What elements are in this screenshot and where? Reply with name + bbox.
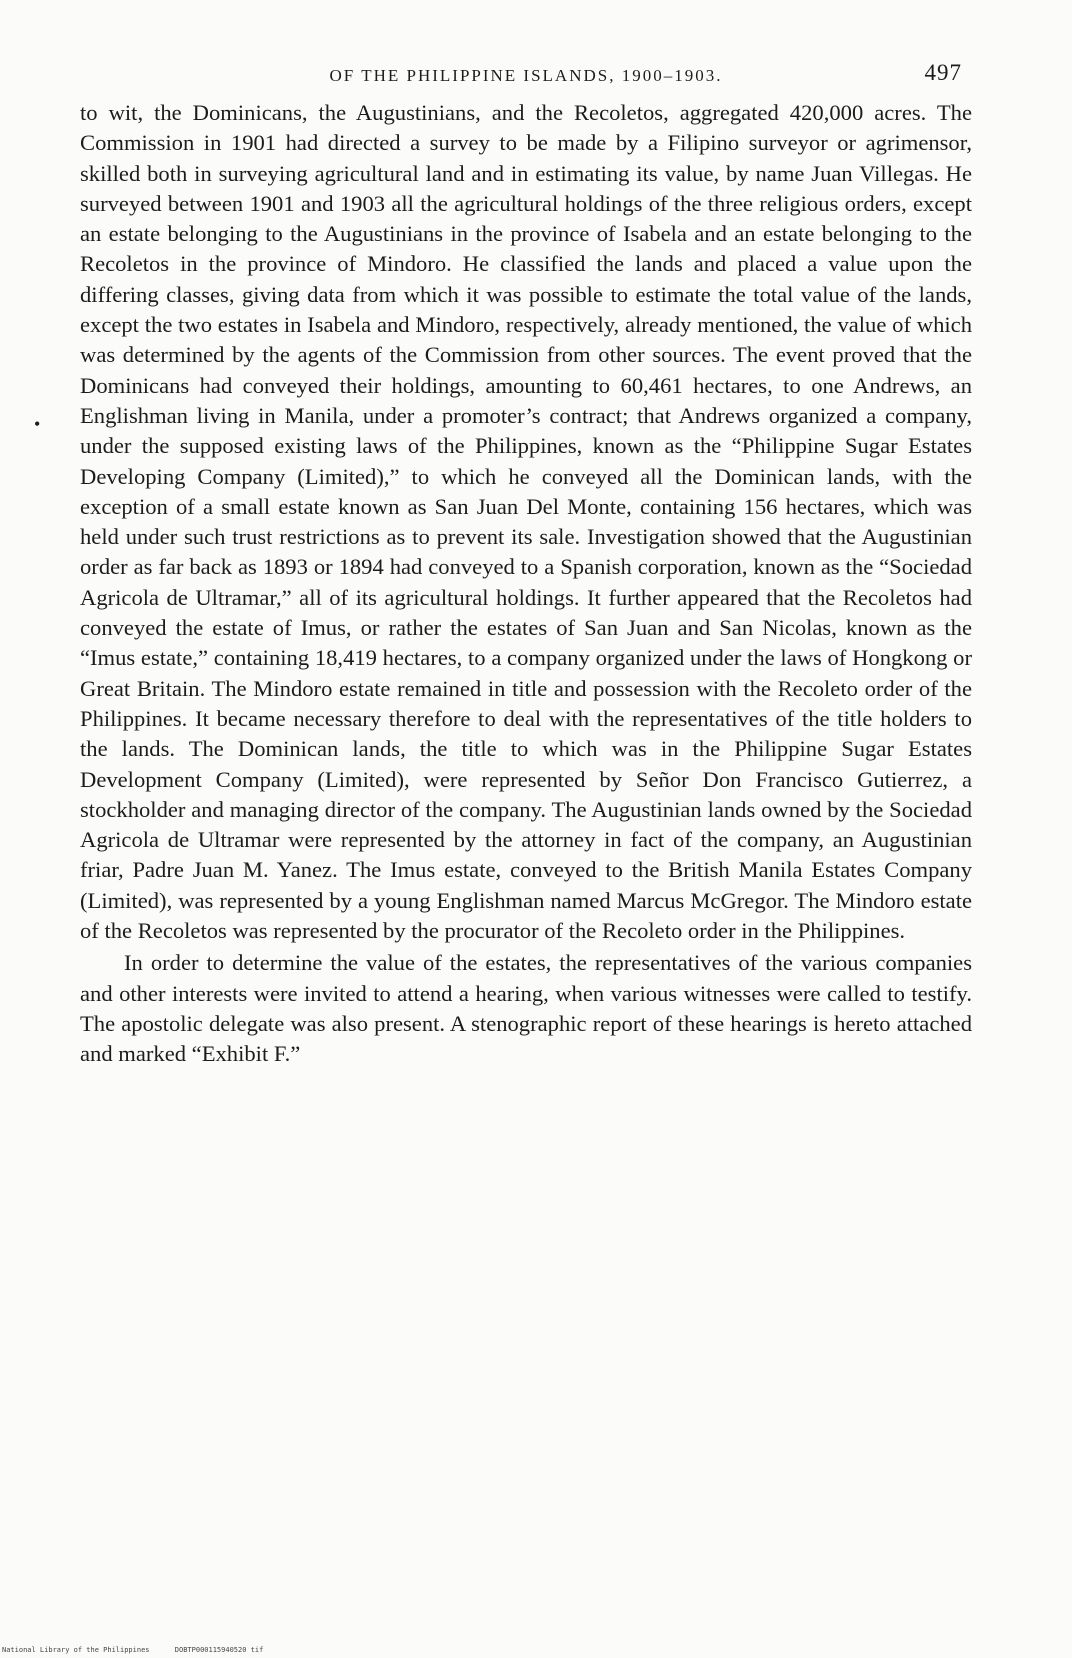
running-head-title: OF THE PHILIPPINE ISLANDS, 1900–1903. xyxy=(329,66,723,85)
page-number: 497 xyxy=(924,60,962,85)
scan-footer: National Library of the Philippines DOBTP000115940520 tif xyxy=(2,1646,264,1654)
running-head xyxy=(80,58,972,98)
body-paragraph-1: to wit, the Dominicans, the Augustinians, and the Recoletos, aggregated 420,000 acres. The Commission in 1901 had directed a survey to be made by a Filipino surveyor or agrimensor, skilled both in surveying agricultural land and in estimating its value, by name Juan Villegas. He surveyed between 1901 and 1903 all the agricultural holdings of the three religious orders, except an estate belonging to the Augustinians in the province of Isabela and an estate belonging to the Recoletos in the province of Mindoro. He classified the lands and placed a value upon the differing classes, giving data from which it was possible to estimate the total value of the lands, except the two estates in Isabela and Mindoro, respectively, already mentioned, the value of which was determined by the agents of the Commission from other sources. The event proved that the Dominicans had conveyed their holdings, amounting to 60,461 hectares, to one Andrews, an Englishman living in Manila, under a promoter’s contract; that Andrews organized a company, under the supposed existing laws of the Philippines, known as the “Philippine Sugar Estates Developing Company (Limited),” to which he conveyed all the Dominican lands, with the exception of a small estate known as San Juan Del Monte, containing 156 hectares, which was held under such trust restrictions as to prevent its sale. Investigation showed that the Augustinian order as far back as 1893 or 1894 had conveyed to a Spanish corporation, known as the “Sociedad Agricola de Ultramar,” all of its agricultural holdings. It further appeared that the Recoletos had conveyed the estate of Imus, or rather the estates of San Juan and San Nicolas, known as the “Imus estate,” containing 18,419 hectares, to a company organized under the laws of Hongkong or Great Britain. The Mindoro estate remained in title and possession with the Recoleto order of the Philippines. It became necessary therefore to deal with the representatives of the title holders to the lands. The Dominican lands, the title to which was in the Philippine Sugar Estates Development Company (Limited), were represented by Señor Don Francisco Gutierrez, a stockholder and managing director of the company. The Augustinian lands owned by the Sociedad Agricola de Ultramar were represented by the attorney in fact of the company, an Augustinian friar, Padre Juan M. Yanez. The Imus estate, conveyed to the British Manila Estates Company (Limited), was represented by a young Englishman named Marcus McGregor. The Mindoro estate of the Recoletos was represented by the procurator of the Recoleto order in the Philippines. xyxy=(80,100,972,944)
body-paragraph-2: In order to determine the value of the estates, the representatives of the various companies and other interests were invited to attend a hearing, when various witnesses were called to testify. The apostolic delegate was also present. A stenographic report of these hearings is hereto attached and marked “Exhibit F.” xyxy=(80,950,972,1067)
page xyxy=(80,58,972,1070)
margin-mark: • xyxy=(34,414,41,434)
